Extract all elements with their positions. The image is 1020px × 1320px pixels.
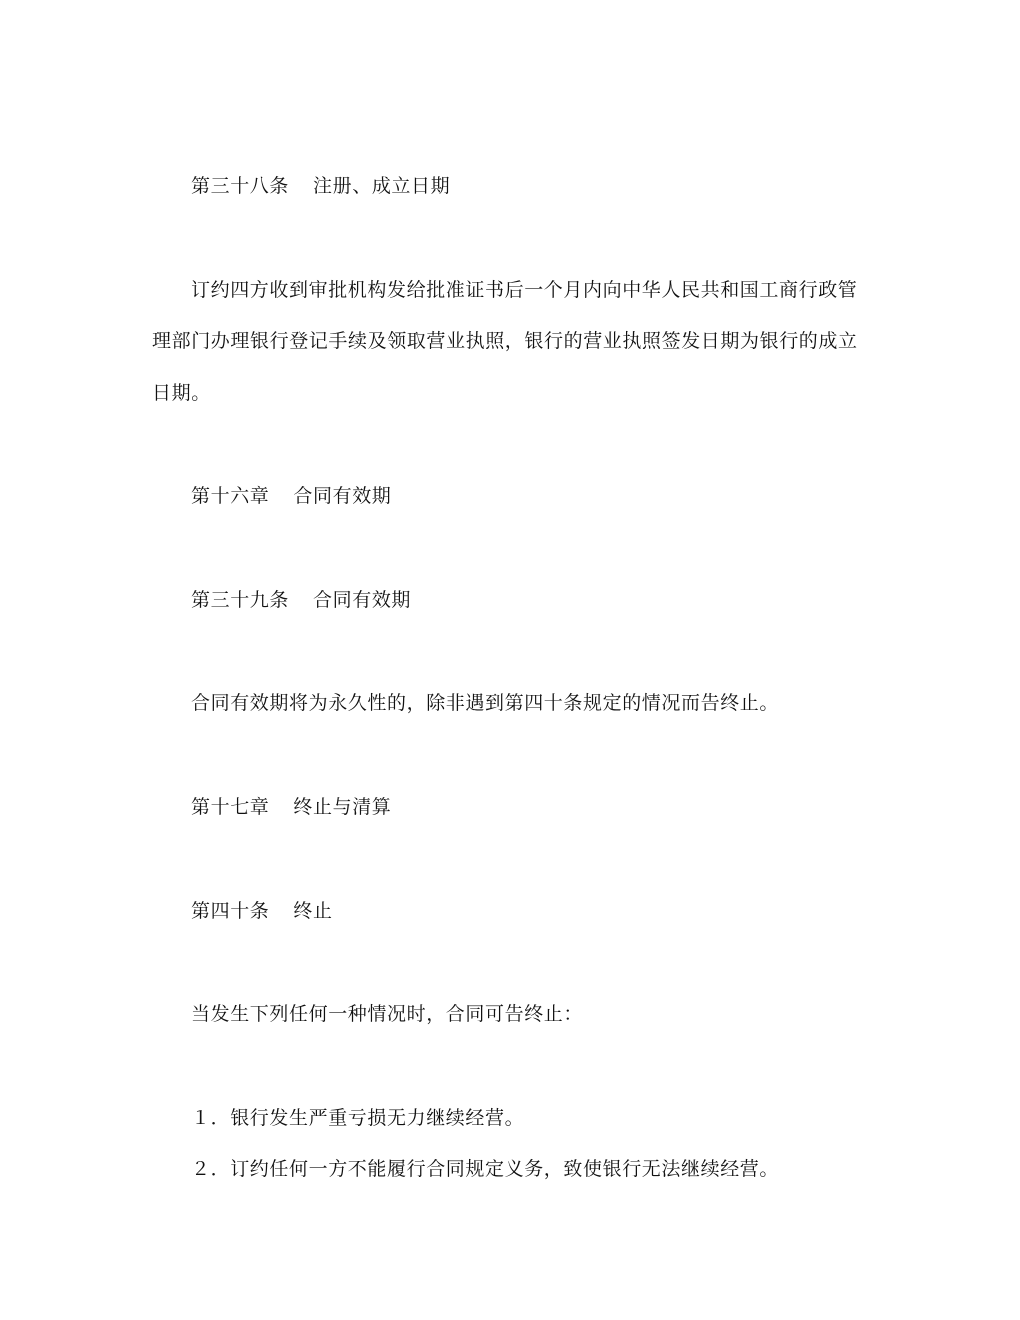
article-38-body-line-3: 日期。 xyxy=(152,382,211,404)
chapter-17-heading xyxy=(191,793,921,821)
article-39-number: 第三十九条 xyxy=(191,589,290,611)
chapter-17-title: 终止与清算 xyxy=(293,796,392,818)
article-38-title: 注册、成立日期 xyxy=(313,175,451,197)
article-39-heading xyxy=(191,586,921,614)
article-40-heading xyxy=(191,897,921,925)
article-40-item-2: ２．订约任何一方不能履行合同规定义务，致使银行无法继续经营。 xyxy=(191,1158,780,1180)
article-40-intro: 当发生下列任何一种情况时，合同可告终止： xyxy=(191,1003,584,1025)
chapter-16-heading xyxy=(191,482,921,510)
chapter-17-number: 第十七章 xyxy=(191,796,270,818)
article-40-number: 第四十条 xyxy=(191,900,270,922)
chapter-16-title: 合同有效期 xyxy=(293,485,392,507)
article-40-title: 终止 xyxy=(293,900,333,922)
article-40-item-1: １．银行发生严重亏损无力继续经营。 xyxy=(191,1107,525,1129)
article-38-body-line-1: 订约四方收到审批机构发给批准证书后一个月内向中华人民共和国工商行政管 xyxy=(191,279,858,301)
article-38-number: 第三十八条 xyxy=(191,175,290,197)
article-39-title: 合同有效期 xyxy=(313,589,412,611)
chapter-16-number: 第十六章 xyxy=(191,485,270,507)
article-38-heading xyxy=(191,172,921,200)
article-38-body-line-2: 理部门办理银行登记手续及领取营业执照，银行的营业执照签发日期为银行的成立 xyxy=(152,330,858,352)
article-39-body: 合同有效期将为永久性的，除非遇到第四十条规定的情况而告终止。 xyxy=(191,692,780,714)
